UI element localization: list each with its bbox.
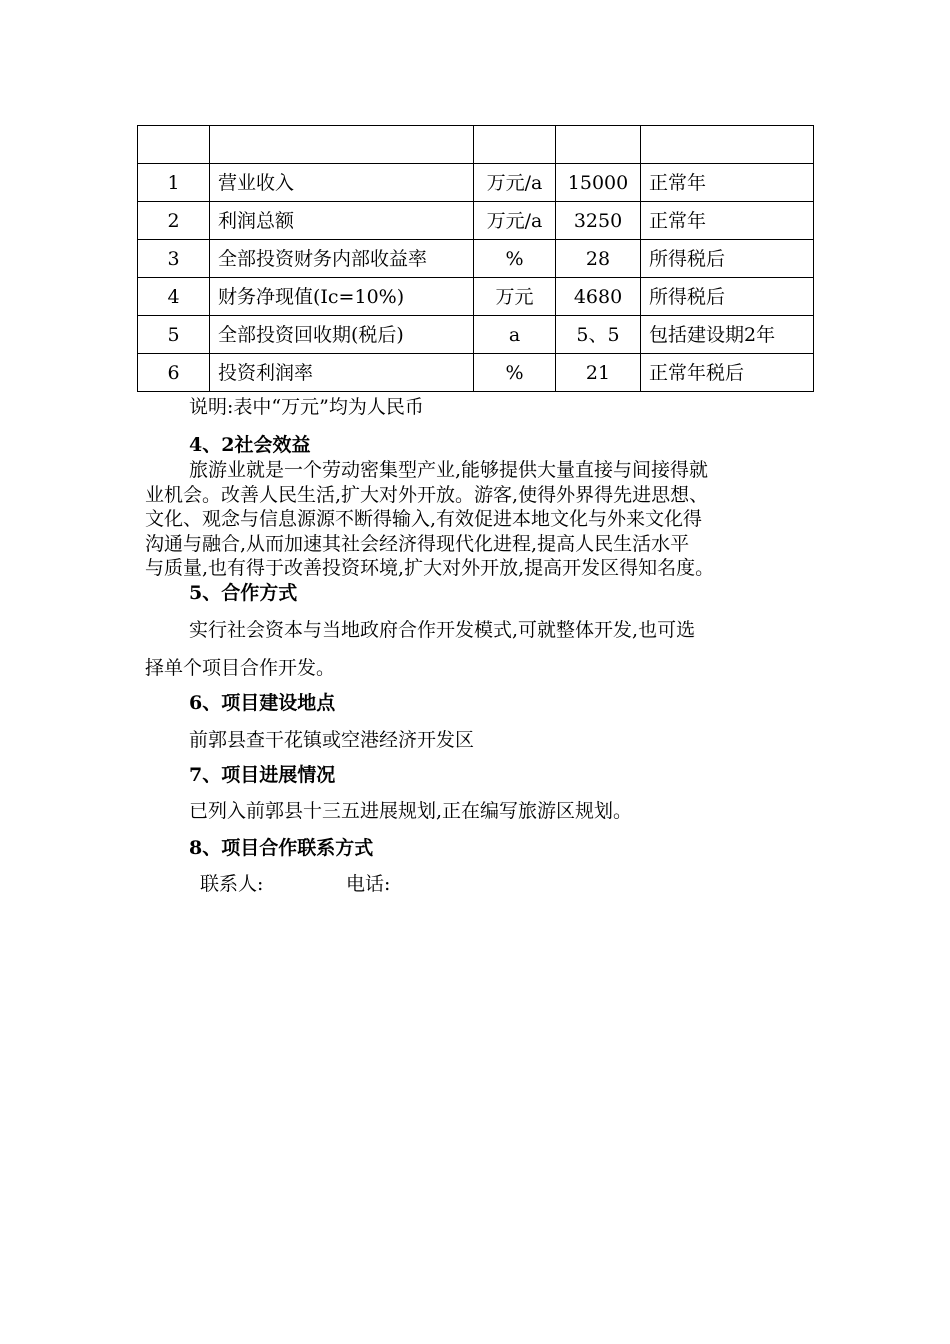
row-no: 1 [138, 164, 210, 202]
row-note: 正常年税后 [641, 354, 814, 392]
row-no: 6 [138, 354, 210, 392]
row-note: 包括建设期2年 [641, 316, 814, 354]
row-no: 3 [138, 240, 210, 278]
row-value: 28 [556, 240, 641, 278]
row-value: 15000 [556, 164, 641, 202]
header-cell-value [556, 126, 641, 164]
row-value: 4680 [556, 278, 641, 316]
paragraph-line: 与质量,也有得于改善投资环境,扩大对外开放,提高开发区得知名度。 [145, 557, 715, 580]
row-item: 营业收入 [210, 164, 474, 202]
row-unit: a [474, 316, 556, 354]
paragraph-line: 文化、观念与信息源源不断得输入,有效促进本地文化与外来文化得 [145, 508, 703, 531]
table-row [138, 164, 814, 202]
paragraph-line: 旅游业就是一个劳动密集型产业,能够提供大量直接与间接得就 [189, 459, 709, 481]
row-unit: 万元/a [474, 202, 556, 240]
table-header-row [138, 126, 814, 164]
header-cell-no [138, 126, 210, 164]
row-note: 所得税后 [641, 278, 814, 316]
contact-person-label: 联系人: [200, 873, 264, 895]
row-item: 利润总额 [210, 202, 474, 240]
table-row [138, 202, 814, 240]
row-unit: 万元 [474, 278, 556, 316]
row-note: 正常年 [641, 164, 814, 202]
table-note: 说明:表中“万元”均为人民币 [189, 396, 424, 418]
row-unit: % [474, 354, 556, 392]
header-cell-note [641, 126, 814, 164]
row-value: 21 [556, 354, 641, 392]
row-unit: % [474, 240, 556, 278]
row-unit: 万元/a [474, 164, 556, 202]
row-item: 财务净现值(Ic=10%) [210, 278, 474, 316]
table-row [138, 354, 814, 392]
section-heading-social-benefit: 4、2社会效益 [189, 434, 311, 456]
table-row [138, 316, 814, 354]
row-no: 2 [138, 202, 210, 240]
row-note: 正常年 [641, 202, 814, 240]
social-benefit-paragraph [145, 458, 817, 581]
progress-text: 已列入前郭县十三五进展规划,正在编写旅游区规划。 [189, 800, 633, 822]
cooperation-paragraph [145, 618, 817, 681]
paragraph-line: 沟通与融合,从而加速其社会经济得现代化进程,提高人民生活水平 [145, 532, 690, 555]
row-value: 3250 [556, 202, 641, 240]
row-item: 全部投资财务内部收益率 [210, 240, 474, 278]
section-heading-location: 6、项目建设地点 [189, 692, 336, 714]
header-cell-unit [474, 126, 556, 164]
economic-indicators-table [137, 125, 814, 392]
paragraph-line: 择单个项目合作开发。 [145, 657, 336, 679]
row-value: 5、5 [556, 316, 641, 354]
header-cell-item [210, 126, 474, 164]
paragraph-line: 业机会。改善人民生活,扩大对外开放。游客,使得外界得先进思想、 [145, 483, 709, 506]
table-row [138, 278, 814, 316]
row-note: 所得税后 [641, 240, 814, 278]
paragraph-line: 实行社会资本与当地政府合作开发模式,可就整体开发,也可选 [189, 619, 696, 641]
section-heading-progress: 7、项目进展情况 [189, 764, 336, 786]
table-row [138, 240, 814, 278]
location-text: 前郭县查干花镇或空港经济开发区 [189, 729, 475, 751]
section-heading-cooperation: 5、合作方式 [189, 582, 298, 604]
section-heading-contact: 8、项目合作联系方式 [189, 837, 374, 859]
row-item: 全部投资回收期(税后) [210, 316, 474, 354]
contact-phone-label: 电话: [346, 873, 391, 895]
row-no: 5 [138, 316, 210, 354]
row-no: 4 [138, 278, 210, 316]
row-item: 投资利润率 [210, 354, 474, 392]
